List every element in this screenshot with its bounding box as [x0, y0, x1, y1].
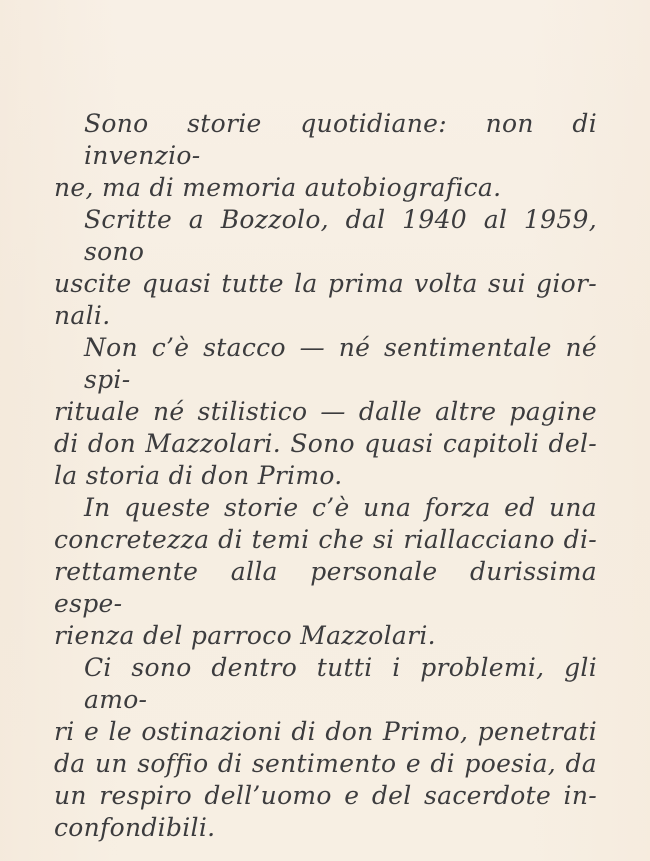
- paragraph: [54, 332, 597, 492]
- text-line: nali.: [54, 301, 111, 330]
- paragraph: [54, 492, 597, 652]
- text-line: ri e le ostinazioni di don Primo, penetrati: [54, 717, 597, 746]
- text-line: Sono storie quotidiane: non di invenzio-: [84, 109, 597, 170]
- text-line: da un soffio di sentimento e di poesia, da: [54, 749, 597, 778]
- text-line: ne, ma di memoria autobiografica.: [54, 173, 502, 202]
- text-line: concretezza di temi che si riallacciano di-: [54, 525, 597, 554]
- page-text-block: [54, 108, 597, 844]
- text-line: In queste storie c’è una forza ed una: [84, 493, 597, 522]
- paragraph: [54, 652, 597, 844]
- text-line: rituale né stilistico — dalle altre pagine: [54, 397, 597, 426]
- text-line: rienza del parroco Mazzolari.: [54, 621, 436, 650]
- text-line: un respiro dell’uomo e del sacerdote in-: [54, 781, 597, 810]
- text-line: confondibili.: [54, 813, 216, 842]
- paragraph: [54, 204, 597, 332]
- text-line: uscite quasi tutte la prima volta sui gior-: [54, 269, 597, 298]
- text-line: Non c’è stacco — né sentimentale né spi-: [84, 333, 597, 394]
- text-line: Ci sono dentro tutti i problemi, gli amo-: [84, 653, 597, 714]
- paragraph: [54, 108, 597, 204]
- text-line: la storia di don Primo.: [54, 461, 343, 490]
- text-line: Scritte a Bozzolo, dal 1940 al 1959, sono: [84, 205, 597, 266]
- text-line: rettamente alla personale durissima espe-: [54, 557, 597, 618]
- text-line: di don Mazzolari. Sono quasi capitoli del-: [54, 429, 597, 458]
